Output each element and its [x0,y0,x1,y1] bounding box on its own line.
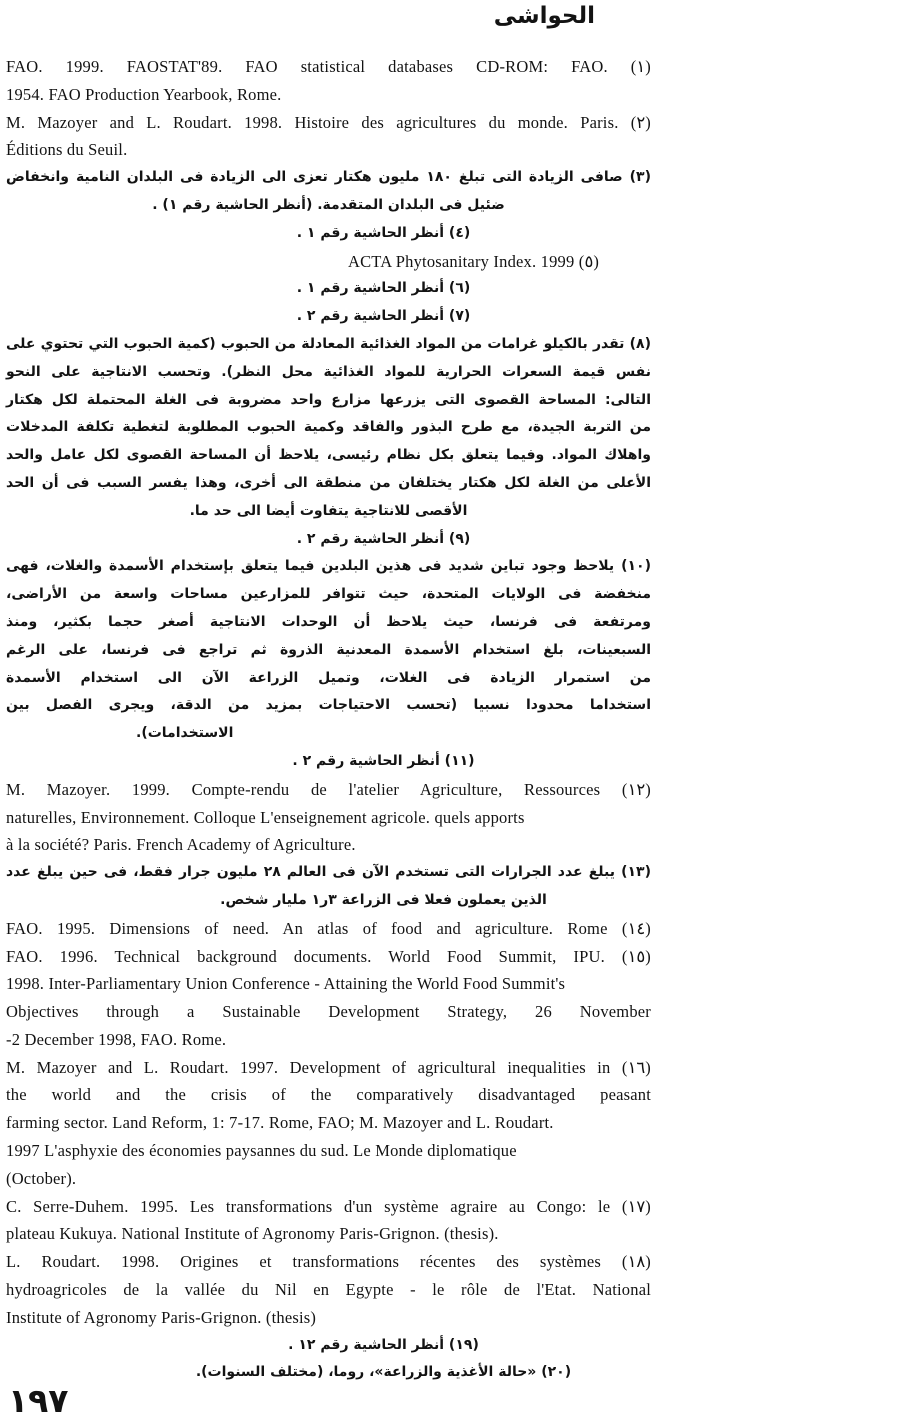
footnote-15-line-1: FAO. 1996. Technical background documents. World Food Summit, IPU. (١٥) [6,946,651,966]
footnote-11-line-1: (١١) أنظر الحاشية رقم ٢ . [292,752,475,769]
footnote-15-line-3: Objectives through a Sustainable Development Strategy, 26 November [6,1002,651,1022]
footnote-3-line-2: ضئيل فى البلدان المتقدمة. (أنظر الحاشية رقم ١) . [152,196,505,213]
footnote-7-line-1: (٧) أنظر الحاشية رقم ٢ . [296,308,471,325]
footnote-3-line-1: (٣) صافى الزيادة التى تبلغ ١٨٠ مليون هكتار تعزى الى الزيادة فى البلدان النامية وانخفاض [6,169,651,186]
footnote-15-line-2: 1998. Inter-Parliamentary Union Conference - Attaining the World Food Summit's [6,974,566,994]
footnote-18-line-2: hydroagricoles de la vallée du Nil en Egypte - le rôle de l'Etat. National [6,1280,651,1300]
footnote-16-line-2: the world and the crisis of the comparatively disadvantaged peasant [6,1085,651,1105]
footnote-12-line-3: à la société? Paris. French Academy of Agriculture. [6,835,356,855]
footnote-9-line-1: (٩) أنظر الحاشية رقم ٢ . [296,530,471,547]
footnote-5-line-1: ACTA Phytosanitary Index. 1999 (٥) [347,251,600,271]
footnote-12-line-2: naturelles, Environnement. Colloque L'enseignement agricole. quels apports [6,807,525,827]
footnote-6-line-1: (٦) أنظر الحاشية رقم ١ . [296,280,471,297]
footnote-16-line-3: farming sector. Land Reform, 1: 7-17. Rome, FAO; M. Mazoyer and L. Roudart. [6,1113,554,1133]
footnote-10-line-3: ومرتفعة فى فرنسا، حيث يلاحظ أن الوحدات الانتاجية أصغر حجما بكثير، ومنذ [6,613,651,630]
footnote-18-line-3: Institute of Agronomy Paris-Grignon. (thesis) [6,1307,317,1327]
footnote-13-line-2: الذين يعملون فعلا فى الزراعة ٣ر١ مليار شخص. [220,891,547,908]
page-title: الحواشى [493,3,595,29]
footnote-10-line-4: السبعينات، بلغ استخدام الأسمدة المعدنية الذروة ثم تراجع فى فرنسا، على الرغم [6,641,651,658]
footnote-17-line-2: plateau Kukuya. National Institute of Agronomy Paris-Grignon. (thesis). [6,1224,499,1244]
footnote-19-line-1: (١٩) أنظر الحاشية رقم ١٢ . [288,1336,479,1353]
footnote-2-line-1: M. Mazoyer and L. Roudart. 1998. Histoire des agricultures du monde. Paris. (٢) [6,112,651,132]
page-number: ١٩٧ [8,1381,69,1420]
footnote-2-line-2: Éditions du Seuil. [6,140,128,160]
footnote-18-line-1: L. Roudart. 1998. Origines et transformations récentes des systèmes (١٨) [6,1252,651,1272]
footnote-10-line-2: منخفضة فى الولايات المتحدة، حيث تتوافر للمزارعين مساحات واسعة من الأراضى، [6,586,651,603]
footnote-16-line-1: M. Mazoyer and L. Roudart. 1997. Development of agricultural inequalities in (١٦) [6,1057,651,1077]
footnote-10-line-1: (١٠) يلاحظ وجود تباين شديد فى هذين البلدين فيما يتعلق بإستخدام الأسمدة والغلات، فهى [6,558,651,575]
footnotes-column [6,53,651,1387]
footnote-8-line-5: واهلاك المواد. وفيما يتعلق بكل نظام رئيسى، يلاحظ أن المساحة القصوى لكل عامل والحد [6,447,651,464]
footnote-10-line-5: من استمرار الزيادة فى الغلات، وتميل الزراعة الآن الى استخدام الأسمدة [6,669,651,686]
footnote-4-line-1: (٤) أنظر الحاشية رقم ١ . [296,224,471,241]
footnote-20-line-1: (٢٠) «حالة الأغذية والزراعة»، روما، (مختلف السنوات). [195,1364,572,1381]
footnote-8-line-1: (٨) تقدر بالكيلو غرامات من المواد الغذائية المعادلة من الحبوب (كمية الحبوب التي تحتوي على [6,335,651,352]
footnote-8-line-7: الأقصى للانتاجية يتفاوت أيضا الى حد ما. [189,502,468,519]
footnote-12-line-1: M. Mazoyer. 1999. Compte-rendu de l'atelier Agriculture, Ressources (١٢) [6,779,651,799]
footnote-15-line-4: -2 December 1998, FAO. Rome. [6,1029,227,1049]
footnote-14-line-1: FAO. 1995. Dimensions of need. An atlas of food and agriculture. Rome (١٤) [6,918,651,938]
footnote-17-line-1: C. Serre-Duhem. 1995. Les transformations d'un système agraire au Congo: le (١٧) [6,1196,651,1216]
footnote-16-line-5: (October). [6,1168,77,1188]
footnote-13-line-1: (١٣) يبلغ عدد الجرارات التى تستخدم الآن فى العالم ٢٨ مليون جرار فقط، فى حين يبلغ عدد [6,864,651,881]
footnote-8-line-2: نفس قيمة السعرات الحرارية للمواد الغذائية محل النظر). وتحسب الانتاجية على النحو [6,363,651,380]
footnote-8-line-3: التالى: المساحة القصوى التى يزرعها مزارع واحد مضروبة فى الغلة المحتملة لكل هكتار [6,391,651,408]
footnote-16-line-4: 1997 L'asphyxie des économies paysannes du sud. Le Monde diplomatique [6,1141,517,1161]
footnote-1-line-2: 1954. FAO Production Yearbook, Rome. [6,84,282,104]
footnote-8-line-4: من التربة الجيدة، مع طرح البذور والفاقد وكمية الحبوب المطلوبة لتغطية تكلفة المدخلات [6,419,651,436]
footnote-1-line-1: FAO. 1999. FAOSTAT'89. FAO statistical databases CD-ROM: FAO. (١) [6,57,651,76]
footnote-10-line-6: استخداما محدودا نسبيا (تحسب الاحتياجات بمزيد من الدقة، ويجرى الفصل بين [6,697,651,714]
footnote-10-line-7: الاستخدامات). [136,725,234,742]
footnote-8-line-6: الأعلى من الغلة لكل هكتار يختلفان من منطقة الى أخرى، وهذا يفسر السبب فى أن الحد [6,474,651,491]
